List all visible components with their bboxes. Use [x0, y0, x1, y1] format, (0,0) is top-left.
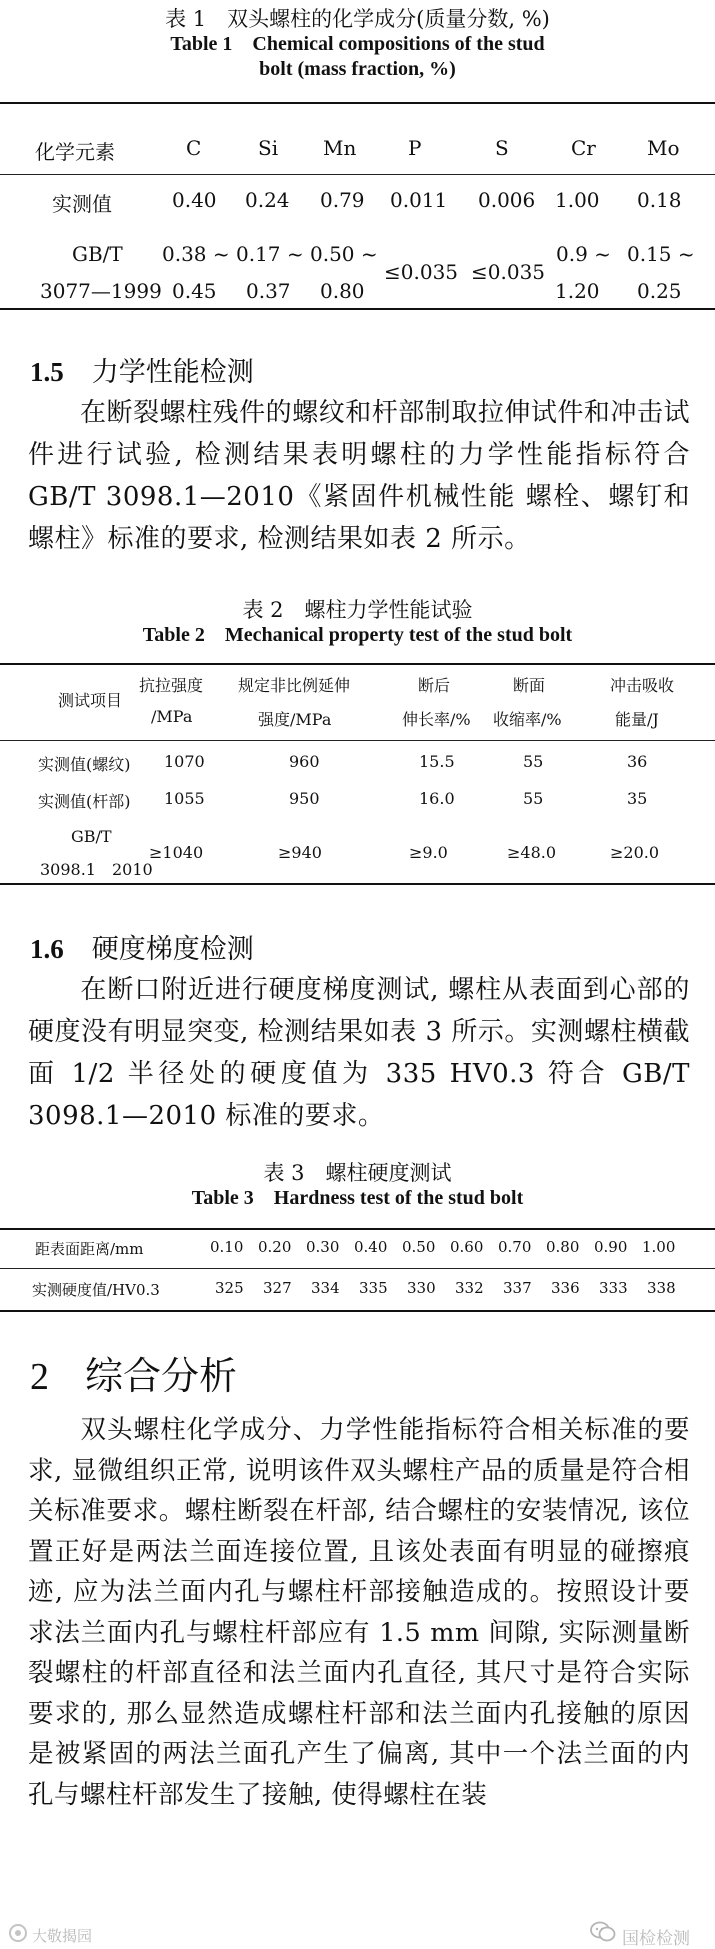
table2-standard-elong: ≥9.0: [409, 843, 448, 862]
table1-header-mo: Mo: [647, 136, 680, 160]
table3-row2-v6: 332: [455, 1279, 484, 1297]
table2-header-elong-2: 伸长率/%: [402, 710, 471, 729]
section-1-6-title: 硬度梯度检测: [91, 934, 254, 965]
table2-header-elong-1: 断后: [418, 676, 451, 695]
table3-row1-v9: 0.90: [594, 1238, 628, 1256]
section-1-5-number: 1.5: [30, 357, 64, 387]
table1-measured-si: 0.24: [245, 188, 290, 212]
table2-header-item: 测试项目: [58, 691, 123, 710]
table1-header-c: C: [186, 136, 202, 160]
table1-header-mn: Mn: [323, 136, 357, 160]
table2-standard-label-2: 3098.1 2010: [40, 860, 153, 879]
table1-standard-c-bottom: 0.45: [172, 279, 217, 303]
table3-row1-v8: 0.80: [546, 1238, 580, 1256]
table1-caption-en-1: Table 1 Chemical compositions of the stud: [170, 33, 545, 56]
table2-header-impact-2: 能量/J: [615, 710, 659, 729]
table3-row2-v1: 325: [215, 1279, 244, 1297]
table1-header-label: 化学元素: [35, 140, 115, 164]
table3-row2-v8: 336: [551, 1279, 580, 1297]
table1-standard-p: ≤0.035: [384, 260, 459, 284]
table3-row2-v3: 334: [311, 1279, 340, 1297]
table3-row1-v4: 0.40: [354, 1238, 388, 1256]
table2-row2-reduct: 55: [523, 789, 544, 808]
section-2-text: 双头螺柱化学成分、力学性能指标符合相关标准的要求, 显微组织正常, 说明该件双头螺柱产品的质量是符合相关标准要求。螺柱断裂在杆部, 结合螺柱的安装情况, 该位置正好是两法兰面连接位置, 且该处表面有明显的碰擦痕迹, 应为法兰面内孔与螺柱杆部接触造成的。按照设计要求法兰面内孔与螺柱杆部应有 1.5 mm 间隙, 实际测量断裂螺柱的杆部直径和法兰面内孔直径, 其尺寸是符合实际要求的, 那么显然造成螺柱杆部和法兰面内孔接触的原因是被紧固的两法兰面孔产生了偏离, 其中一个法兰面的内孔与螺柱杆部发生了接触, 使得螺柱在装: [28, 1415, 690, 1810]
table1-caption-zh: 表 1 双头螺柱的化学成分(质量分数, %): [165, 7, 550, 31]
section-1-5-title: 力学性能检测: [91, 357, 254, 388]
table2-standard-reduct: ≥48.0: [507, 843, 557, 862]
table1-standard-cr-bottom: 1.20: [555, 279, 600, 303]
table2-row1-elong: 15.5: [419, 752, 455, 771]
table1-standard-label-2: 3077—1999: [40, 279, 162, 303]
section-2-heading: [30, 1345, 237, 1400]
table2-standard-impact: ≥20.0: [610, 843, 660, 862]
table2-header-reduct-1: 断面: [513, 676, 546, 695]
table2-header-yield-2: 强度/MPa: [258, 710, 332, 729]
table3-row1-v10: 1.00: [642, 1238, 676, 1256]
table2-header-reduct-2: 收缩率/%: [493, 710, 562, 729]
table3-row2-v2: 327: [263, 1279, 292, 1297]
table1-header-cr: Cr: [571, 136, 596, 160]
table1-header-si: Si: [258, 136, 279, 160]
table1-caption-en-2: bolt (mass fraction, %): [259, 58, 456, 81]
table1-standard-mn-top: 0.50 ~: [310, 242, 378, 266]
table1-header-p: P: [408, 136, 422, 160]
table2-row1-yield: 960: [289, 752, 320, 771]
table1-standard-label-1: GB/T: [72, 242, 123, 266]
table3-caption-zh: 表 3 螺柱硬度测试: [263, 1161, 452, 1185]
table1-measured-p: 0.011: [390, 188, 448, 212]
section-2-paragraph: [28, 1410, 690, 1815]
table2-header-tensile-1: 抗拉强度: [139, 676, 204, 695]
table2-header-yield-1: 规定非比例延伸: [238, 676, 351, 695]
table1-measured-cr: 1.00: [555, 188, 600, 212]
table1-standard-mo-bottom: 0.25: [637, 279, 682, 303]
table1-measured-mn: 0.79: [320, 188, 365, 212]
table2-caption-en: Table 2 Mechanical property test of the stud bolt: [142, 624, 573, 647]
right-watermark: 国检检测: [622, 1929, 690, 1949]
table2-header-tensile-2: /MPa: [151, 707, 193, 726]
table3-row2-v5: 330: [407, 1279, 436, 1297]
table2-row1-tensile: 1070: [164, 752, 205, 771]
section-2-number: 2: [30, 1356, 49, 1398]
table2-row1-label: 实测值(螺纹): [38, 755, 131, 774]
table2-standard-yield: ≥940: [278, 843, 322, 862]
table3-row1-v2: 0.20: [258, 1238, 292, 1256]
table3-row1-v6: 0.60: [450, 1238, 484, 1256]
table1-standard-si-top: 0.17 ~: [236, 242, 304, 266]
wechat-icon: [590, 1921, 616, 1943]
table3-top-rule: [0, 1228, 715, 1230]
table2-header-impact-1: 冲击吸收: [610, 676, 675, 695]
table1-standard-cr-top: 0.9 ~: [556, 242, 611, 266]
table2-standard-label-1: GB/T: [71, 827, 112, 846]
section-1-6-number: 1.6: [30, 934, 64, 964]
table2-row1-reduct: 55: [523, 752, 544, 771]
section-1-5-text: 在断裂螺柱残件的螺纹和杆部制取拉伸试件和冲击试件进行试验, 检测结果表明螺柱的力学性能指标符合 GB/T 3098.1—2010《紧固件机械性能 螺栓、螺钉和螺柱》标准的要求, 检测结果如表 2 所示。: [28, 398, 690, 554]
table3-row2-label: 实测硬度值/HV0.3: [32, 1281, 160, 1299]
table1-standard-si-bottom: 0.37: [246, 279, 291, 303]
table3-row1-v7: 0.70: [498, 1238, 532, 1256]
table3-row1-label: 距表面距离/mm: [35, 1240, 144, 1258]
table3-row2-v9: 333: [599, 1279, 628, 1297]
table3-bottom-rule: [0, 1310, 715, 1312]
table2-standard-tensile: ≥1040: [149, 843, 204, 862]
table3-row1-v1: 0.10: [210, 1238, 244, 1256]
table1-header-s: S: [495, 136, 509, 160]
table1-standard-c-top: 0.38 ~: [162, 242, 230, 266]
table1-measured-label: 实测值: [52, 192, 112, 216]
table2-row2-tensile: 1055: [164, 789, 205, 808]
table2-row1-impact: 36: [627, 752, 648, 771]
left-watermark-logo-icon: [8, 1923, 28, 1943]
table1-standard-mn-bottom: 0.80: [320, 279, 365, 303]
table1-measured-mo: 0.18: [637, 188, 682, 212]
table1-measured-s: 0.006: [478, 188, 536, 212]
table3-middle-rule: [0, 1268, 715, 1269]
table2-row2-label: 实测值(杆部): [38, 792, 131, 811]
table3-row1-v3: 0.30: [306, 1238, 340, 1256]
table2-row2-elong: 16.0: [419, 789, 455, 808]
table1-standard-mo-top: 0.15 ~: [627, 242, 695, 266]
table3-row2-v10: 338: [647, 1279, 676, 1297]
table3-row2-v7: 337: [503, 1279, 532, 1297]
table1-standard-s: ≤0.035: [471, 260, 546, 284]
section-1-6-text: 在断口附近进行硬度梯度测试, 螺柱从表面到心部的硬度没有明显突变, 检测结果如表 3 所示。实测螺柱横截面 1/2 半径处的硬度值为 335 HV0.3 符合 GB/T 3098.1—2010 标准的要求。: [28, 975, 690, 1131]
table1-measured-c: 0.40: [172, 188, 217, 212]
section-2-title: 综合分析: [85, 1354, 238, 1398]
left-watermark: 大敬揭园: [32, 1927, 93, 1945]
table2-row2-yield: 950: [289, 789, 320, 808]
table3-caption-en: Table 3 Hardness test of the stud bolt: [191, 1187, 524, 1210]
table2-row2-impact: 35: [627, 789, 648, 808]
table2-caption-zh: 表 2 螺柱力学性能试验: [242, 598, 473, 622]
table3-row1-v5: 0.50: [402, 1238, 436, 1256]
table3-row2-v4: 335: [359, 1279, 388, 1297]
